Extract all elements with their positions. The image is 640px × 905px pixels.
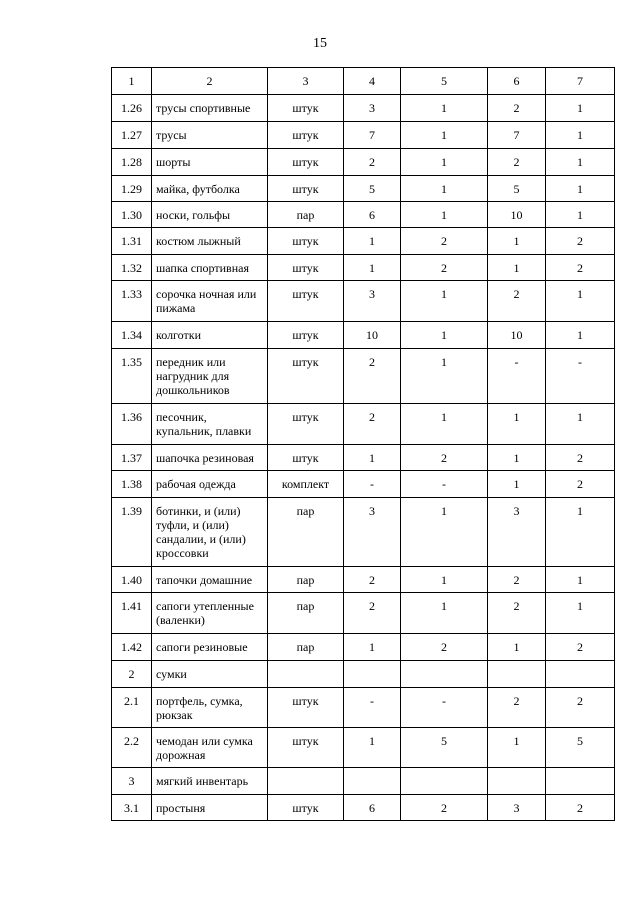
item-name-cell: передник или нагрудник для дошкольников bbox=[152, 349, 268, 404]
table-row bbox=[112, 567, 615, 593]
value-col5-cell: 2 bbox=[401, 445, 488, 471]
unit-cell: штук bbox=[268, 122, 344, 149]
unit-cell: пар bbox=[268, 593, 344, 634]
value-col5-cell: 1 bbox=[401, 404, 488, 445]
item-name-cell: шапка спортивная bbox=[152, 255, 268, 281]
value-col4-cell: - bbox=[344, 471, 401, 498]
item-name-cell: чемодан или сумка дорожная bbox=[152, 728, 268, 768]
value-col7-cell: 1 bbox=[546, 567, 615, 593]
value-col4-cell: 2 bbox=[344, 349, 401, 404]
table-row bbox=[112, 228, 615, 255]
item-number-cell: 1.30 bbox=[112, 202, 152, 228]
unit-cell bbox=[268, 661, 344, 688]
value-col6-cell: 7 bbox=[488, 122, 546, 149]
value-col4-cell: 1 bbox=[344, 728, 401, 768]
norms-table bbox=[111, 67, 615, 821]
table-row bbox=[112, 768, 615, 795]
table-row bbox=[112, 122, 615, 149]
unit-cell: штук bbox=[268, 688, 344, 728]
value-col5-cell: 5 bbox=[401, 728, 488, 768]
item-number-cell: 1.33 bbox=[112, 281, 152, 322]
value-col6-cell: 2 bbox=[488, 688, 546, 728]
value-col6-cell: 2 bbox=[488, 149, 546, 176]
item-name-cell: сорочка ночная или пижама bbox=[152, 281, 268, 322]
value-col5-cell: 2 bbox=[401, 634, 488, 661]
header-cell: 7 bbox=[546, 68, 615, 95]
value-col5-cell: 2 bbox=[401, 795, 488, 821]
item-name-cell: сумки bbox=[152, 661, 268, 688]
table-row bbox=[112, 634, 615, 661]
item-number-cell: 1.29 bbox=[112, 176, 152, 202]
table-row bbox=[112, 95, 615, 122]
value-col4-cell: 1 bbox=[344, 228, 401, 255]
value-col5-cell: 1 bbox=[401, 202, 488, 228]
value-col5-cell: 1 bbox=[401, 176, 488, 202]
item-name-cell: сапоги резиновые bbox=[152, 634, 268, 661]
value-col7-cell: 2 bbox=[546, 795, 615, 821]
value-col6-cell: 2 bbox=[488, 95, 546, 122]
value-col4-cell: 3 bbox=[344, 498, 401, 567]
value-col7-cell: 1 bbox=[546, 95, 615, 122]
table-row bbox=[112, 202, 615, 228]
value-col5-cell: 1 bbox=[401, 349, 488, 404]
value-col7-cell: 1 bbox=[546, 176, 615, 202]
value-col4-cell bbox=[344, 661, 401, 688]
value-col7-cell: 1 bbox=[546, 404, 615, 445]
value-col4-cell: 2 bbox=[344, 404, 401, 445]
item-name-cell: простыня bbox=[152, 795, 268, 821]
item-name-cell: шапочка резиновая bbox=[152, 445, 268, 471]
value-col6-cell: 1 bbox=[488, 634, 546, 661]
unit-cell bbox=[268, 768, 344, 795]
table-row bbox=[112, 255, 615, 281]
header-cell: 1 bbox=[112, 68, 152, 95]
value-col7-cell: 1 bbox=[546, 149, 615, 176]
item-number-cell: 1.26 bbox=[112, 95, 152, 122]
unit-cell: комплект bbox=[268, 471, 344, 498]
table-row bbox=[112, 728, 615, 768]
item-number-cell: 1.37 bbox=[112, 445, 152, 471]
unit-cell: штук bbox=[268, 95, 344, 122]
value-col5-cell: 1 bbox=[401, 567, 488, 593]
unit-cell: пар bbox=[268, 202, 344, 228]
value-col7-cell: 2 bbox=[546, 471, 615, 498]
item-number-cell: 1.42 bbox=[112, 634, 152, 661]
value-col6-cell: 3 bbox=[488, 498, 546, 567]
value-col5-cell: 1 bbox=[401, 149, 488, 176]
item-name-cell: тапочки домашние bbox=[152, 567, 268, 593]
table-row bbox=[112, 349, 615, 404]
value-col6-cell: 10 bbox=[488, 202, 546, 228]
item-name-cell: сапоги утепленные (валенки) bbox=[152, 593, 268, 634]
item-name-cell: портфель, сумка, рюкзак bbox=[152, 688, 268, 728]
table-row bbox=[112, 445, 615, 471]
value-col5-cell: 1 bbox=[401, 95, 488, 122]
value-col6-cell: 1 bbox=[488, 728, 546, 768]
item-name-cell: рабочая одежда bbox=[152, 471, 268, 498]
value-col5-cell: - bbox=[401, 471, 488, 498]
table-body bbox=[112, 68, 615, 821]
item-number-cell: 3.1 bbox=[112, 795, 152, 821]
unit-cell: штук bbox=[268, 795, 344, 821]
header-cell: 2 bbox=[152, 68, 268, 95]
table-row bbox=[112, 661, 615, 688]
item-number-cell: 1.31 bbox=[112, 228, 152, 255]
table-row bbox=[112, 281, 615, 322]
value-col5-cell bbox=[401, 768, 488, 795]
value-col4-cell: 5 bbox=[344, 176, 401, 202]
unit-cell: штук bbox=[268, 281, 344, 322]
value-col7-cell: 2 bbox=[546, 688, 615, 728]
item-name-cell: трусы bbox=[152, 122, 268, 149]
value-col6-cell: 1 bbox=[488, 228, 546, 255]
item-number-cell: 1.36 bbox=[112, 404, 152, 445]
value-col7-cell: 1 bbox=[546, 202, 615, 228]
value-col4-cell: 1 bbox=[344, 255, 401, 281]
header-cell: 5 bbox=[401, 68, 488, 95]
value-col7-cell: 1 bbox=[546, 498, 615, 567]
value-col5-cell: 1 bbox=[401, 498, 488, 567]
table-row bbox=[112, 149, 615, 176]
table-row bbox=[112, 498, 615, 567]
value-col5-cell bbox=[401, 661, 488, 688]
value-col7-cell bbox=[546, 768, 615, 795]
value-col6-cell: 1 bbox=[488, 471, 546, 498]
value-col6-cell: 2 bbox=[488, 567, 546, 593]
table-row bbox=[112, 176, 615, 202]
value-col4-cell: 1 bbox=[344, 634, 401, 661]
value-col7-cell: 1 bbox=[546, 322, 615, 349]
value-col6-cell: 2 bbox=[488, 593, 546, 634]
value-col7-cell: 2 bbox=[546, 445, 615, 471]
value-col6-cell: 1 bbox=[488, 255, 546, 281]
value-col4-cell: 3 bbox=[344, 281, 401, 322]
value-col5-cell: 2 bbox=[401, 255, 488, 281]
value-col6-cell: 1 bbox=[488, 445, 546, 471]
item-number-cell: 1.28 bbox=[112, 149, 152, 176]
value-col6-cell: 2 bbox=[488, 281, 546, 322]
table-row bbox=[112, 688, 615, 728]
value-col5-cell: 1 bbox=[401, 322, 488, 349]
item-number-cell: 2 bbox=[112, 661, 152, 688]
value-col4-cell: - bbox=[344, 688, 401, 728]
unit-cell: штук bbox=[268, 322, 344, 349]
unit-cell: штук bbox=[268, 445, 344, 471]
value-col6-cell: 10 bbox=[488, 322, 546, 349]
unit-cell: штук bbox=[268, 349, 344, 404]
value-col7-cell: 2 bbox=[546, 255, 615, 281]
table-row bbox=[112, 322, 615, 349]
value-col4-cell: 6 bbox=[344, 202, 401, 228]
value-col6-cell bbox=[488, 768, 546, 795]
unit-cell: штук bbox=[268, 728, 344, 768]
unit-cell: штук bbox=[268, 255, 344, 281]
value-col4-cell: 7 bbox=[344, 122, 401, 149]
value-col4-cell: 10 bbox=[344, 322, 401, 349]
value-col7-cell bbox=[546, 661, 615, 688]
item-number-cell: 1.40 bbox=[112, 567, 152, 593]
item-number-cell: 2.1 bbox=[112, 688, 152, 728]
unit-cell: штук bbox=[268, 149, 344, 176]
item-number-cell: 1.32 bbox=[112, 255, 152, 281]
item-number-cell: 1.39 bbox=[112, 498, 152, 567]
item-number-cell: 1.34 bbox=[112, 322, 152, 349]
unit-cell: штук bbox=[268, 404, 344, 445]
item-name-cell: колготки bbox=[152, 322, 268, 349]
item-name-cell: трусы спортивные bbox=[152, 95, 268, 122]
header-cell: 4 bbox=[344, 68, 401, 95]
item-name-cell: костюм лыжный bbox=[152, 228, 268, 255]
value-col4-cell: 2 bbox=[344, 149, 401, 176]
item-number-cell: 1.41 bbox=[112, 593, 152, 634]
value-col6-cell: 3 bbox=[488, 795, 546, 821]
header-cell: 3 bbox=[268, 68, 344, 95]
value-col6-cell: 1 bbox=[488, 404, 546, 445]
value-col4-cell: 2 bbox=[344, 567, 401, 593]
value-col5-cell: 2 bbox=[401, 228, 488, 255]
table-row bbox=[112, 795, 615, 821]
item-name-cell: мягкий инвентарь bbox=[152, 768, 268, 795]
value-col5-cell: 1 bbox=[401, 122, 488, 149]
value-col4-cell: 6 bbox=[344, 795, 401, 821]
value-col6-cell: - bbox=[488, 349, 546, 404]
item-number-cell: 2.2 bbox=[112, 728, 152, 768]
unit-cell: штук bbox=[268, 228, 344, 255]
value-col4-cell: 2 bbox=[344, 593, 401, 634]
value-col7-cell: 1 bbox=[546, 593, 615, 634]
item-name-cell: майка, футболка bbox=[152, 176, 268, 202]
unit-cell: пар bbox=[268, 634, 344, 661]
item-number-cell: 1.38 bbox=[112, 471, 152, 498]
table-row bbox=[112, 404, 615, 445]
value-col7-cell: 2 bbox=[546, 228, 615, 255]
value-col5-cell: 1 bbox=[401, 281, 488, 322]
value-col4-cell bbox=[344, 768, 401, 795]
table-header-row bbox=[112, 68, 615, 95]
value-col7-cell: - bbox=[546, 349, 615, 404]
value-col7-cell: 1 bbox=[546, 281, 615, 322]
unit-cell: штук bbox=[268, 176, 344, 202]
item-number-cell: 3 bbox=[112, 768, 152, 795]
value-col7-cell: 1 bbox=[546, 122, 615, 149]
value-col7-cell: 5 bbox=[546, 728, 615, 768]
header-cell: 6 bbox=[488, 68, 546, 95]
item-number-cell: 1.27 bbox=[112, 122, 152, 149]
item-name-cell: ботинки, и (или) туфли, и (или) сандалии, и (или) кроссовки bbox=[152, 498, 268, 567]
value-col4-cell: 3 bbox=[344, 95, 401, 122]
value-col5-cell: - bbox=[401, 688, 488, 728]
page-number: 15 bbox=[313, 36, 327, 51]
item-name-cell: песочник, купальник, плавки bbox=[152, 404, 268, 445]
item-number-cell: 1.35 bbox=[112, 349, 152, 404]
value-col4-cell: 1 bbox=[344, 445, 401, 471]
table-row bbox=[112, 471, 615, 498]
table-row bbox=[112, 593, 615, 634]
item-name-cell: носки, гольфы bbox=[152, 202, 268, 228]
item-name-cell: шорты bbox=[152, 149, 268, 176]
value-col6-cell: 5 bbox=[488, 176, 546, 202]
unit-cell: пар bbox=[268, 498, 344, 567]
value-col6-cell bbox=[488, 661, 546, 688]
unit-cell: пар bbox=[268, 567, 344, 593]
value-col7-cell: 2 bbox=[546, 634, 615, 661]
value-col5-cell: 1 bbox=[401, 593, 488, 634]
